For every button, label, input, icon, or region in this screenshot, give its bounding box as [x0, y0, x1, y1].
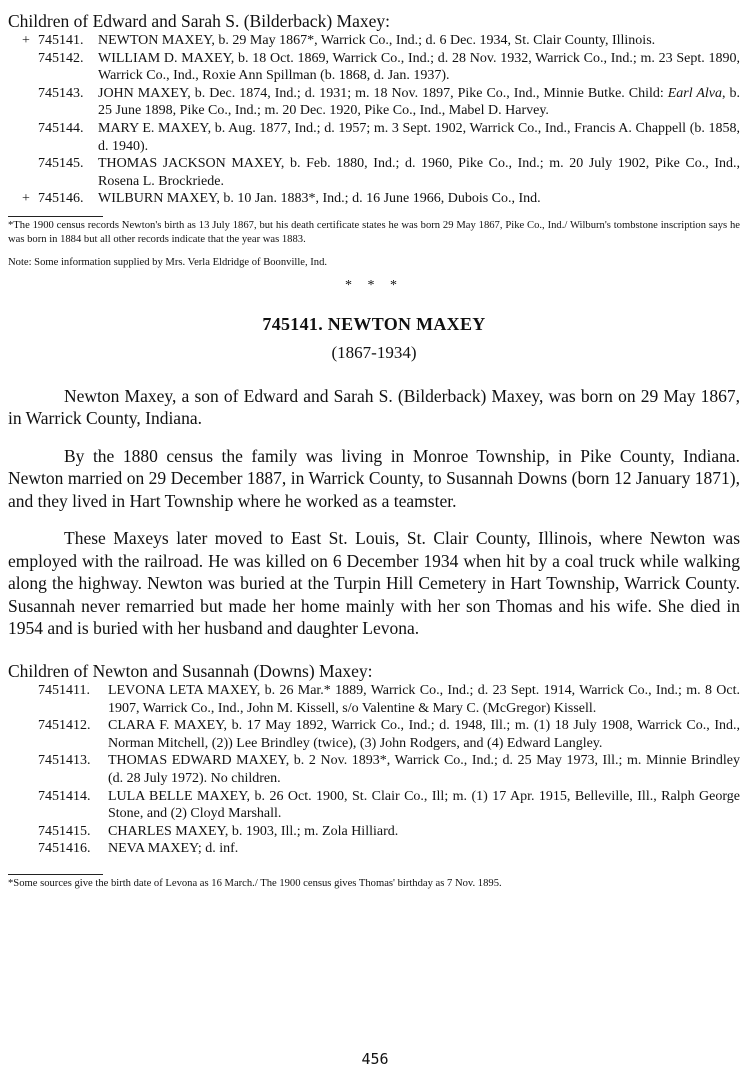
biography-paragraph: By the 1880 census the family was living in Monroe Township, in Pike County, Indiana. Newton married on 29 December 1887, in Warrick County, to Susannah Downs (born 12 January 1871), and they lived in Hart Township where he worked as a teamster. — [8, 445, 740, 511]
entry-text: LULA BELLE MAXEY, b. 26 Oct. 1900, St. Clair Co., Ill; m. (1) 17 Apr. 1915, Belleville, Ill., Ralph George Stone, and (2) Cloyd Marshall. — [108, 788, 740, 822]
entry-number: 7451414. — [38, 788, 91, 804]
entry-text: WILLIAM D. MAXEY, b. 18 Oct. 1869, Warrick Co., Ind.; d. 28 Nov. 1932, Warrick Co., Ind.; m. 23 Sept. 1890, Warrick Co., Ind., Roxie Ann Spillman (b. 1868, d. Jan. 1937). — [98, 50, 740, 84]
entry-text-part: JOHN MAXEY, b. Dec. 1874, Ind.; d. 1931; m. 18 Nov. 1897, Pike Co., Ind., Minnie Butke. Child: — [98, 85, 668, 101]
biography-title: 745141. NEWTON MAXEY — [262, 313, 486, 334]
entry-number: 745144. — [38, 120, 84, 136]
list-item — [8, 32, 740, 50]
entry-number: 7451411. — [38, 682, 90, 698]
list-item — [8, 788, 740, 823]
entry-number: 745142. — [38, 50, 84, 66]
footnote: *The 1900 census records Newton's birth as 13 July 1867, but his death certificate states he was born 29 May 1867, Pike Co., Ind./ Wilburn's tombstone inscription says he was born in 1884 but all other records indicate that the year was 1883. — [8, 219, 740, 245]
entry-number: 7451416. — [38, 841, 91, 857]
entry-text: NEVA MAXEY; d. inf. — [108, 841, 239, 857]
source-note: Note: Some information supplied by Mrs. Verla Eldridge of Boonville, Ind. — [8, 256, 328, 268]
list-item — [8, 155, 740, 190]
children-heading-edward: Children of Edward and Sarah S. (Bilderback) Maxey: — [8, 11, 390, 31]
footnote-rule — [8, 216, 103, 217]
entry-number: 7451412. — [38, 718, 91, 734]
list-item — [8, 682, 740, 717]
entry-number: 745145. — [38, 156, 84, 172]
entry-number: 7451413. — [38, 753, 91, 769]
list-item — [8, 717, 740, 752]
descendant-marker: + — [22, 191, 30, 207]
descendant-marker: + — [22, 33, 30, 48]
footnote: *Some sources give the birth date of Levona as 16 March./ The 1900 census gives Thomas' birthday as 7 Nov. 1895. — [8, 877, 502, 889]
list-item — [8, 752, 740, 787]
entry-number: 745143. — [38, 85, 84, 101]
biography-paragraph: These Maxeys later moved to East St. Louis, St. Clair County, Illinois, where Newton was employed with the railroad. He was killed on 6 December 1934 when hit by a coal truck while walking along the highway. Newton was buried at the Turpin Hill Cemetery in Hart Township, Warrick County. Susannah never remarried but made her home mainly with her son Thomas and his wife. She died in 1954 and is buried with her husband and daughter Levona. — [8, 528, 740, 639]
list-item — [8, 50, 740, 85]
biography-years: (1867-1934) — [331, 342, 417, 362]
children-list-newton — [8, 682, 740, 858]
biography-paragraph: Newton Maxey, a son of Edward and Sarah S. (Bilderback) Maxey, was born on 29 May 1867, in Warrick County, Indiana. — [8, 385, 740, 429]
entry-number: 7451415. — [38, 823, 91, 839]
children-heading-newton: Children of Newton and Susannah (Downs) Maxey: — [8, 660, 373, 681]
entry-text — [98, 85, 740, 120]
entry-text: CHARLES MAXEY, b. 1903, Ill.; m. Zola Hilliard. — [108, 823, 399, 839]
entry-text: THOMAS EDWARD MAXEY, b. 2 Nov. 1893*, Warrick Co., Ind.; d. 25 May 1973, Ill.; m. Minnie Brindley (d. 28 July 1972). No children. — [108, 753, 740, 786]
child-name-italic: Earl Alva — [667, 85, 723, 101]
page-number: 456 — [361, 1050, 389, 1068]
list-item — [8, 190, 740, 208]
entry-text: CLARA F. MAXEY, b. 17 May 1892, Warrick Co., Ind.; d. 1948, Ill.; m. (1) 18 July 1908, Warrick Co., Ind., Norman Mitchell, (2)) Lee Brindley (twice), (3) John Rodgers, and (4) Edward Langley. — [108, 718, 740, 751]
list-item — [8, 120, 740, 155]
entry-number: 745146. — [38, 191, 84, 207]
document-page — [8, 10, 740, 891]
entry-text: THOMAS JACKSON MAXEY, b. Feb. 1880, Ind.; d. 1960, Pike Co., Ind.; m. 20 July 1902, Pike Co., Ind., Rosena L. Brockriede. — [98, 156, 740, 189]
entry-text: WILBURN MAXEY, b. 10 Jan. 1883*, Ind.; d. 16 June 1966, Dubois Co., Ind. — [98, 191, 541, 207]
footnote-rule — [8, 874, 103, 875]
entry-text-part: , b. 25 June 1898, Pike Co., Ind.; m. 20 Dec. 1920, Pike Co., Ind., Mabel D. Harvey. — [98, 85, 741, 119]
list-item — [8, 823, 740, 841]
list-item — [8, 840, 740, 858]
children-list-edward — [8, 32, 740, 208]
entry-number: 745141. — [38, 33, 84, 48]
entry-text: MARY E. MAXEY, b. Aug. 1877, Ind.; d. 1957; m. 3 Sept. 1902, Warrick Co., Ind., Francis A. Chappell (b. 1858, d. 1940). — [98, 120, 740, 154]
entry-text: LEVONA LETA MAXEY, b. 26 Mar.* 1889, Warrick Co., Ind.; d. 23 Sept. 1914, Warrick Co., Ind.; m. 8 Oct. 1907, Warrick Co., Ind., John M. Kissell, s/o Valentine & Mary C. (McGregor) Kissell. — [108, 682, 740, 716]
entry-text: NEWTON MAXEY, b. 29 May 1867*, Warrick Co., Ind.; d. 6 Dec. 1934, St. Clair County, Illinois. — [98, 33, 656, 48]
section-separator: * * * — [345, 277, 403, 293]
list-item — [8, 85, 740, 120]
